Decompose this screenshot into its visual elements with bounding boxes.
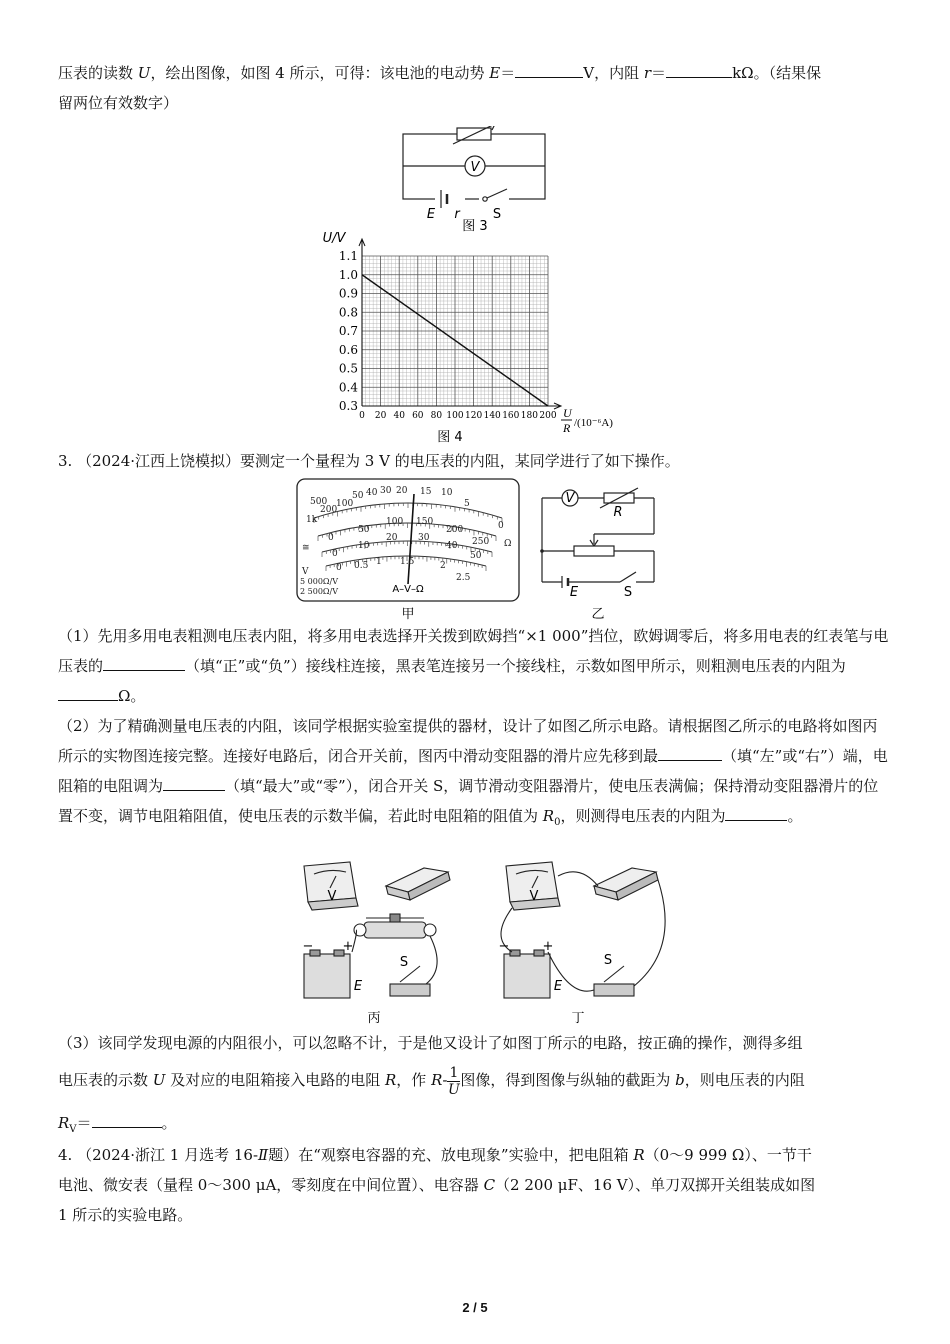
x-tick-label: 100 [446,411,464,421]
q3-stem: 3. （2024·江西上饶模拟）要测定一个量程为 3 V 的电压表的内阻，某同学进行了如下操作。 [58,452,680,470]
figure-3-caption: 图 3 [462,219,488,232]
q2-tail-line2: 留两位有效数字） [58,94,179,112]
svg-text:40: 40 [446,541,458,551]
svg-text:0: 0 [336,563,342,573]
x-tick-label: 80 [430,411,443,421]
answer-blank-rough-resistance[interactable] [58,682,118,701]
q3-part3-line1: （3）该同学发现电源的内阻很小，可以忽略不计，于是他又设计了如图丁所示的电路，按正确的操作，测得多组 [58,1034,803,1052]
emf-label: E [426,207,436,222]
svg-text:V: V [565,491,575,506]
svg-text:2: 2 [440,561,446,571]
svg-text:S: S [603,953,613,968]
y-tick-label: 1.1 [338,249,358,263]
y-tick-label: 0.6 [338,342,358,357]
internal-r-label: r [454,207,460,222]
svg-text:S: S [623,585,633,600]
x-tick-label: 40 [393,411,405,421]
svg-text:2.5: 2.5 [456,573,471,583]
figure-4-chart [320,228,660,443]
svg-text:20: 20 [386,533,398,543]
x-tick-label: 200 [539,411,557,421]
x-tick-label: 60 [412,411,424,421]
page-number: 2 / 5 [462,1300,488,1315]
answer-blank-measured-resistance[interactable] [725,802,787,821]
fraction-1-over-u: $\frac{1}{U}$ [447,1064,460,1098]
figure-bing-caption: 丙 [367,1011,381,1026]
q3-part1: （1）先用多用电表粗测电压表内阻，将多用电表选择开关拨到欧姆挡“×1 000”挡位，欧姆调零后，将多用电表的红表笔与电压表的 （填“正”或“负”）接线柱连接，黑表笔连接另一个接线柱，示数如图甲所示，则粗测电压表的内阻为Ω。 [58,627,889,705]
svg-text:30: 30 [418,533,430,543]
svg-text:20: 20 [396,486,408,496]
x-tick-label: 180 [520,411,538,421]
y-axis-label: U/V [322,231,346,246]
y-tick-label: 0.9 [338,286,358,301]
x-tick-label: 20 [374,411,387,421]
answer-blank-resistance[interactable] [666,59,732,78]
svg-text:50: 50 [358,525,370,535]
figure-jia-multimeter [296,478,522,624]
x-tick-label: 0 [359,411,365,421]
svg-text:10: 10 [358,541,370,551]
figure-ding-apparatus [490,858,670,1026]
svg-text:V: V [302,567,309,577]
svg-text:500: 500 [310,497,328,507]
svg-text:150: 150 [416,517,434,527]
meter-label: A–V–Ω [392,584,424,595]
svg-text:E: E [353,979,363,994]
svg-text:50: 50 [470,551,482,561]
figure-yi-circuit [536,484,660,624]
svg-text:0: 0 [328,533,334,543]
y-tick-label: 0.4 [338,380,358,395]
svg-text:Ω: Ω [504,539,512,549]
x-tick-label: 120 [465,411,483,421]
voltmeter-label: V [470,160,480,175]
svg-text:0: 0 [498,521,504,531]
svg-text:+: + [542,939,554,954]
answer-blank-rv[interactable] [92,1109,162,1128]
q3-part3-line2: 电压表的示数 U 及对应的电阻箱接入电路的电阻 R，作 R- $\frac{1}{U}$ 图像，得到图像与纵轴的截距为 b，则电压表的内阻 [58,1064,805,1098]
svg-text:−: − [302,939,314,954]
svg-text:+: + [342,939,354,954]
svg-text:200: 200 [320,505,338,515]
svg-text:15: 15 [420,487,432,497]
y-tick-label: 0.8 [338,305,358,320]
x-tick-label: 160 [502,411,520,421]
switch-label: S [492,207,502,222]
svg-text:≅: ≅ [302,543,310,553]
answer-blank-box-setting[interactable] [163,772,225,791]
q4-line1: 4. （2024·浙江 1 月选考 16-Ⅱ题）在“观察电容器的充、放电现象”实验中，把电阻箱 R（0～9 999 Ω）、一节干 [58,1146,812,1164]
svg-text:5 000Ω/V: 5 000Ω/V [300,577,339,586]
y-tick-label: 1.0 [338,267,358,282]
svg-text:200: 200 [446,525,464,535]
y-tick-label: 0.3 [338,399,358,413]
figure-4-caption: 图 4 [437,430,463,443]
svg-text:50: 50 [352,491,364,501]
q3-part3-line3: $R_V=$ 。 [58,1108,892,1145]
answer-blank-terminal[interactable] [103,652,185,671]
figure-yi-caption: 乙 [591,607,605,622]
svg-text:100: 100 [336,499,354,509]
svg-text:1: 1 [376,557,382,567]
svg-text:−: − [498,939,510,954]
svg-text:1k: 1k [306,515,318,525]
q3-part2: （2）为了精确测量电压表的内阻，该同学根据实验室提供的器材，设计了如图乙所示电路。请根据图乙所示的电路将如图丙所示的实物图连接完整。连接好电路后，闭合开关前，图丙中滑动变阻器的滑片应先移到最 （填“左”或“右”）端，电阻箱的电阻调为 （填“最大”或“零”），闭合开关 S，调节滑动变阻器滑片，使电压表满偏；保持滑动变阻器滑片的位置不变，调节电阻箱阻值，使电压表的示数半偏，若此时电阻箱的阻值为 $R_0$，则测得电压表的内阻为 。 [58,717,888,828]
svg-text:E: E [569,585,579,600]
figure-jia-caption: 甲 [401,607,415,622]
svg-text:250: 250 [472,537,490,547]
q2-tail-line1: 压表的读数 U，绘出图像，如图 4 所示，可得：该电池的电动势 E＝ V，内阻 r＝ kΩ。（结果保 [58,58,892,88]
x-axis-label-den: R [563,421,571,435]
svg-text:40: 40 [366,488,378,498]
svg-text:V: V [327,889,337,904]
y-tick-label: 0.5 [338,361,358,376]
x-axis-unit: /(10⁻⁶A) [574,417,613,429]
figure-bing-apparatus [296,858,476,1026]
x-tick-label: 140 [483,411,501,421]
svg-text:100: 100 [386,517,404,527]
q4-line2: 电池、微安表（量程 0～300 μA，零刻度在中间位置）、电容器 C（2 200 μF、16 V）、单刀双掷开关组装成如图 [58,1176,816,1194]
svg-text:5: 5 [464,499,470,509]
svg-text:E: E [553,979,563,994]
svg-text:R: R [613,505,623,520]
svg-text:2 500Ω/V: 2 500Ω/V [300,587,339,596]
svg-text:30: 30 [380,486,392,496]
svg-text:10: 10 [441,488,453,498]
answer-blank-emf[interactable] [515,59,583,78]
svg-text:0: 0 [332,549,338,559]
svg-text:S: S [399,955,409,970]
y-tick-label: 0.7 [338,324,358,338]
figure-3-circuit [395,126,555,232]
x-axis-label-num: U [563,406,572,420]
svg-text:0.5: 0.5 [354,561,369,571]
svg-text:V: V [529,889,539,904]
svg-text:1.5: 1.5 [400,557,415,567]
figure-ding-caption: 丁 [571,1011,585,1026]
answer-blank-slider-end[interactable] [658,742,722,761]
q4-line3: 1 所示的实验电路。 [58,1206,193,1224]
